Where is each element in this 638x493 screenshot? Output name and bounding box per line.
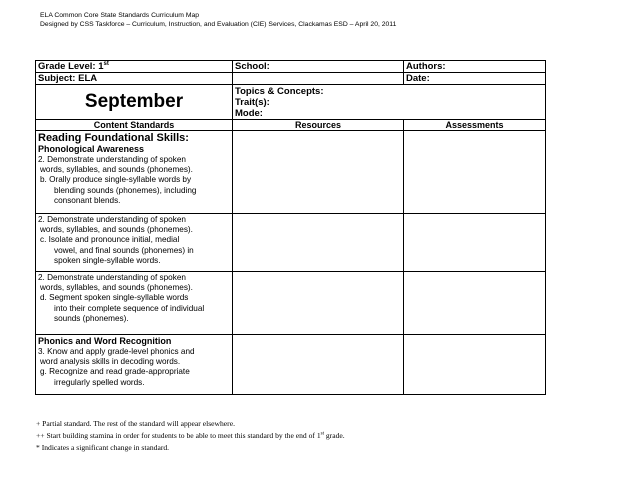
school-label: School: [235, 61, 270, 72]
date-cell [404, 73, 546, 85]
grade-level-cell [36, 61, 233, 73]
doc-header-credit: Designed by CSS Taskforce – Curriculum, Instruction, and Evaluation (CIE) Services, Clackamas ESD – April 20, 2011 [40, 21, 397, 28]
resources-cell-3 [233, 272, 404, 335]
standard-text: consonant blends. [54, 195, 121, 205]
assessments-cell-4 [404, 335, 546, 395]
standard-text: 3. Know and apply grade-level phonics and [38, 347, 195, 356]
standard-cell-1 [36, 131, 233, 214]
grade-level-label: Grade Level: 1 [38, 61, 104, 72]
subject-cell [36, 73, 233, 85]
assessments-cell-2 [404, 214, 546, 272]
topics-cell [233, 85, 546, 120]
standard-cell-2 [36, 214, 233, 272]
standard-text: blending sounds (phonemes), including [54, 185, 197, 195]
standard-text: sounds (phonemes). [54, 313, 129, 323]
standard-text: 2. Demonstrate understanding of spoken [38, 215, 186, 224]
standard-text: irregularly spelled words. [54, 377, 145, 387]
standard-text: d. Segment spoken single-syllable words [40, 293, 189, 303]
standard-text: words, syllables, and sounds (phonemes). [40, 283, 193, 293]
resources-cell-2 [233, 214, 404, 272]
standard-text: b. Orally produce single-syllable words by [40, 175, 192, 185]
column-header-resources: Resources [233, 120, 404, 131]
doc-header-title: ELA Common Core State Standards Curriculum Map [40, 12, 200, 19]
subject-label: Subject: ELA [38, 73, 98, 84]
assessments-cell-3 [404, 272, 546, 335]
footnote-stamina [36, 431, 345, 441]
month-title: September [84, 91, 184, 112]
standard-text: c. Isolate and pronounce initial, medial [40, 235, 180, 245]
footnote-stamina-end: grade. [323, 431, 345, 440]
standards-subsection-phonological: Phonological Awareness [38, 144, 145, 154]
month-cell [36, 85, 233, 120]
authors-cell [404, 61, 546, 73]
column-header-assessments: Assessments [404, 120, 546, 131]
footnote-stamina-sup: st [320, 431, 324, 437]
standard-text: spoken single-syllable words. [54, 255, 161, 265]
curriculum-map-table [35, 60, 546, 395]
topics-label: Topics & Concepts: [235, 86, 324, 97]
subject-row-blank [233, 73, 404, 85]
resources-cell-1 [233, 131, 404, 214]
date-label: Date: [406, 73, 430, 84]
column-header-content: Content Standards [36, 120, 233, 131]
mode-label: Mode: [235, 108, 263, 119]
standard-text: word analysis skills in decoding words. [40, 357, 181, 367]
footnote-stamina-text: ++ Start building stamina in order for students to be able to meet this standard by the end of 1 [36, 431, 321, 440]
standard-text: words, syllables, and sounds (phonemes). [40, 165, 193, 175]
standard-cell-3 [36, 272, 233, 335]
authors-label: Authors: [406, 61, 446, 72]
standard-text: words, syllables, and sounds (phonemes). [40, 225, 193, 235]
standards-section-title: Reading Foundational Skills: [38, 132, 189, 144]
standard-text: into their complete sequence of individual [54, 303, 205, 313]
footnote-change: * Indicates a significant change in standard. [36, 443, 170, 452]
standard-text: g. Recognize and read grade-appropriate [40, 367, 190, 377]
traits-label: Trait(s): [235, 97, 270, 108]
standard-text: vowel, and final sounds (phonemes) in [54, 245, 194, 255]
standards-subsection-phonics: Phonics and Word Recognition [38, 336, 172, 346]
standard-cell-4 [36, 335, 233, 395]
school-cell [233, 61, 404, 73]
standard-text: 2. Demonstrate understanding of spoken [38, 273, 186, 282]
standard-text: 2. Demonstrate understanding of spoken [38, 155, 186, 164]
grade-level-sup: st [103, 60, 109, 67]
footnote-partial: + Partial standard. The rest of the standard will appear elsewhere. [36, 419, 235, 428]
resources-cell-4 [233, 335, 404, 395]
assessments-cell-1 [404, 131, 546, 214]
